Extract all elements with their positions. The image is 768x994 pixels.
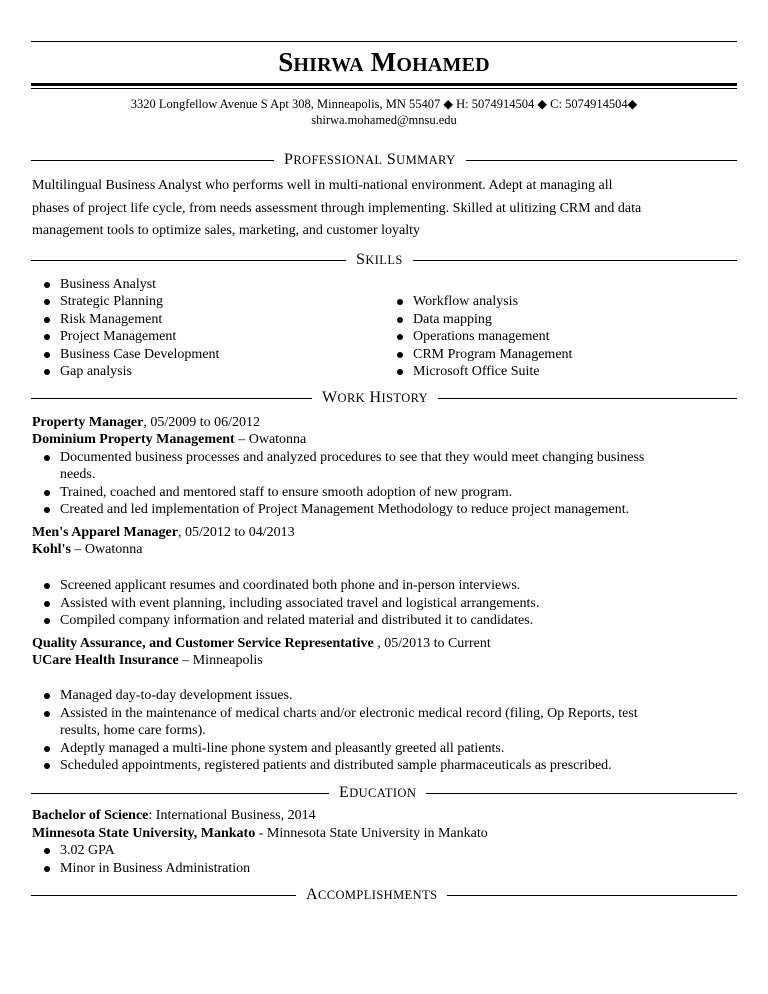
name-rule-thin — [31, 88, 737, 89]
skill-item: Operations management — [413, 329, 550, 344]
bullet-icon — [44, 693, 50, 699]
job-company: Kohl's — [32, 542, 71, 557]
skill-item: Risk Management — [60, 312, 163, 327]
bullet-icon — [397, 299, 403, 305]
bullet-icon — [397, 334, 403, 340]
bullet-icon — [44, 352, 50, 358]
bullet-icon — [44, 299, 50, 305]
bullet-icon — [44, 334, 50, 340]
cell-phone: C: 5074914504 — [550, 97, 628, 111]
job-bullet: Trained, coached and mentored staff to ensure smooth adoption of new program. — [60, 485, 513, 500]
job-title-line — [32, 635, 491, 653]
work-heading: WORK HISTORY — [312, 389, 438, 407]
bullet-icon — [44, 601, 50, 607]
degree: Bachelor of Science — [32, 808, 149, 823]
skill-item: Data mapping — [413, 312, 492, 327]
bullet-icon — [44, 848, 50, 854]
job-bullet: Managed day-to-day development issues. — [60, 688, 293, 703]
job-title-line — [32, 414, 260, 432]
job-location: – Owatonna — [70, 542, 143, 557]
job-bullet-cont: needs. — [60, 467, 96, 482]
bullet-icon — [44, 618, 50, 624]
skill-item: Business Analyst — [60, 277, 157, 292]
skill-item: Workflow analysis — [413, 294, 519, 309]
bullet-icon — [397, 369, 403, 375]
skill-item: Strategic Planning — [60, 294, 164, 309]
job-company: Dominium Property Management — [32, 432, 235, 447]
job-bullet: Screened applicant resumes and coordinated both phone and in-person interviews. — [60, 578, 521, 593]
diamond-icon: ◆ — [627, 97, 638, 111]
job-title-line — [32, 524, 295, 542]
job-company: UCare Health Insurance — [32, 653, 179, 668]
job-location: – Owatonna — [234, 432, 307, 447]
school-location: - Minnesota State University in Mankato — [255, 826, 488, 841]
job-title: Quality Assurance, and Customer Service Representative — [32, 636, 374, 651]
skill-item: Project Management — [60, 329, 177, 344]
bullet-icon — [397, 352, 403, 358]
bullet-icon — [44, 317, 50, 323]
job-company-line — [32, 541, 142, 559]
home-phone: H: 5074914504 — [456, 97, 535, 111]
job-dates: , 05/2013 to Current — [373, 636, 491, 651]
job-bullet: Documented business processes and analyzed procedures to see that they would meet changing business — [60, 450, 645, 465]
job-bullet-cont: results, home care forms). — [60, 723, 206, 738]
contact-line — [0, 96, 768, 112]
education-bullet: Minor in Business Administration — [60, 861, 251, 876]
bullet-icon — [44, 490, 50, 496]
bullet-icon — [397, 317, 403, 323]
bullet-icon — [44, 455, 50, 461]
bullet-icon — [44, 746, 50, 752]
school-line — [32, 825, 488, 843]
address: 3320 Longfellow Avenue S Apt 308, Minneapolis, MN 55407 — [130, 97, 441, 111]
job-title: Men's Apparel Manager — [32, 525, 178, 540]
accomplishments-heading: ACCOMPLISHMENTS — [296, 886, 447, 904]
job-company-line — [32, 652, 263, 670]
diamond-icon: ◆ — [443, 97, 454, 111]
school: Minnesota State University, Mankato — [32, 826, 256, 841]
education-bullet: 3.02 GPA — [60, 843, 115, 858]
skill-item: Business Case Development — [60, 347, 220, 362]
diamond-icon: ◆ — [537, 97, 548, 111]
top-rule — [31, 41, 737, 42]
job-location: – Minneapolis — [178, 653, 263, 668]
job-company-line — [32, 431, 306, 449]
job-dates: , 05/2012 to 04/2013 — [177, 525, 295, 540]
job-bullet: Compiled company information and related material and distributed it to candidates. — [60, 613, 534, 628]
job-bullet: Scheduled appointments, registered patients and distributed sample pharmaceuticals as prescribed. — [60, 758, 612, 773]
job-bullet: Assisted in the maintenance of medical charts and/or electronic medical record (filing, Op Reports, test — [60, 706, 638, 721]
candidate-name: SHIRWA MOHAMED — [278, 47, 490, 77]
bullet-icon — [44, 583, 50, 589]
bullet-icon — [44, 369, 50, 375]
summary-heading: PROFESSIONAL SUMMARY — [274, 151, 466, 169]
job-bullet: Assisted with event planning, including associated travel and logistical arrangements. — [60, 596, 540, 611]
summary-text: Multilingual Business Analyst who performs well in multi-national environment. Adept at managing all phases of project life cycle, from needs assessment through implementing. Skilled at ulitizing CRM and data management tools to optimize sales, marketing, and customer loyalty — [32, 178, 642, 238]
bullet-icon — [44, 866, 50, 872]
job-bullet: Adeptly managed a multi-line phone system and pleasantly greeted all patients. — [60, 741, 505, 756]
job-dates: , 05/2009 to 06/2012 — [143, 415, 260, 430]
education-heading: EDUCATION — [329, 784, 426, 802]
bullet-icon — [44, 763, 50, 769]
bullet-icon — [44, 711, 50, 717]
bullet-icon — [44, 282, 50, 288]
skills-heading: SKILLS — [346, 251, 413, 269]
email: shirwa.mohamed@mnsu.edu — [311, 113, 457, 127]
name-rule-thick — [31, 83, 737, 86]
skill-item: Microsoft Office Suite — [413, 364, 540, 379]
bullet-icon — [44, 507, 50, 513]
skill-item: CRM Program Management — [413, 347, 573, 362]
job-title: Property Manager — [32, 415, 144, 430]
degree-line — [32, 807, 316, 825]
job-bullet: Created and led implementation of Project Management Methodology to reduce project management. — [60, 502, 630, 517]
degree-field: : International Business, 2014 — [148, 808, 316, 823]
skill-item: Gap analysis — [60, 364, 132, 379]
